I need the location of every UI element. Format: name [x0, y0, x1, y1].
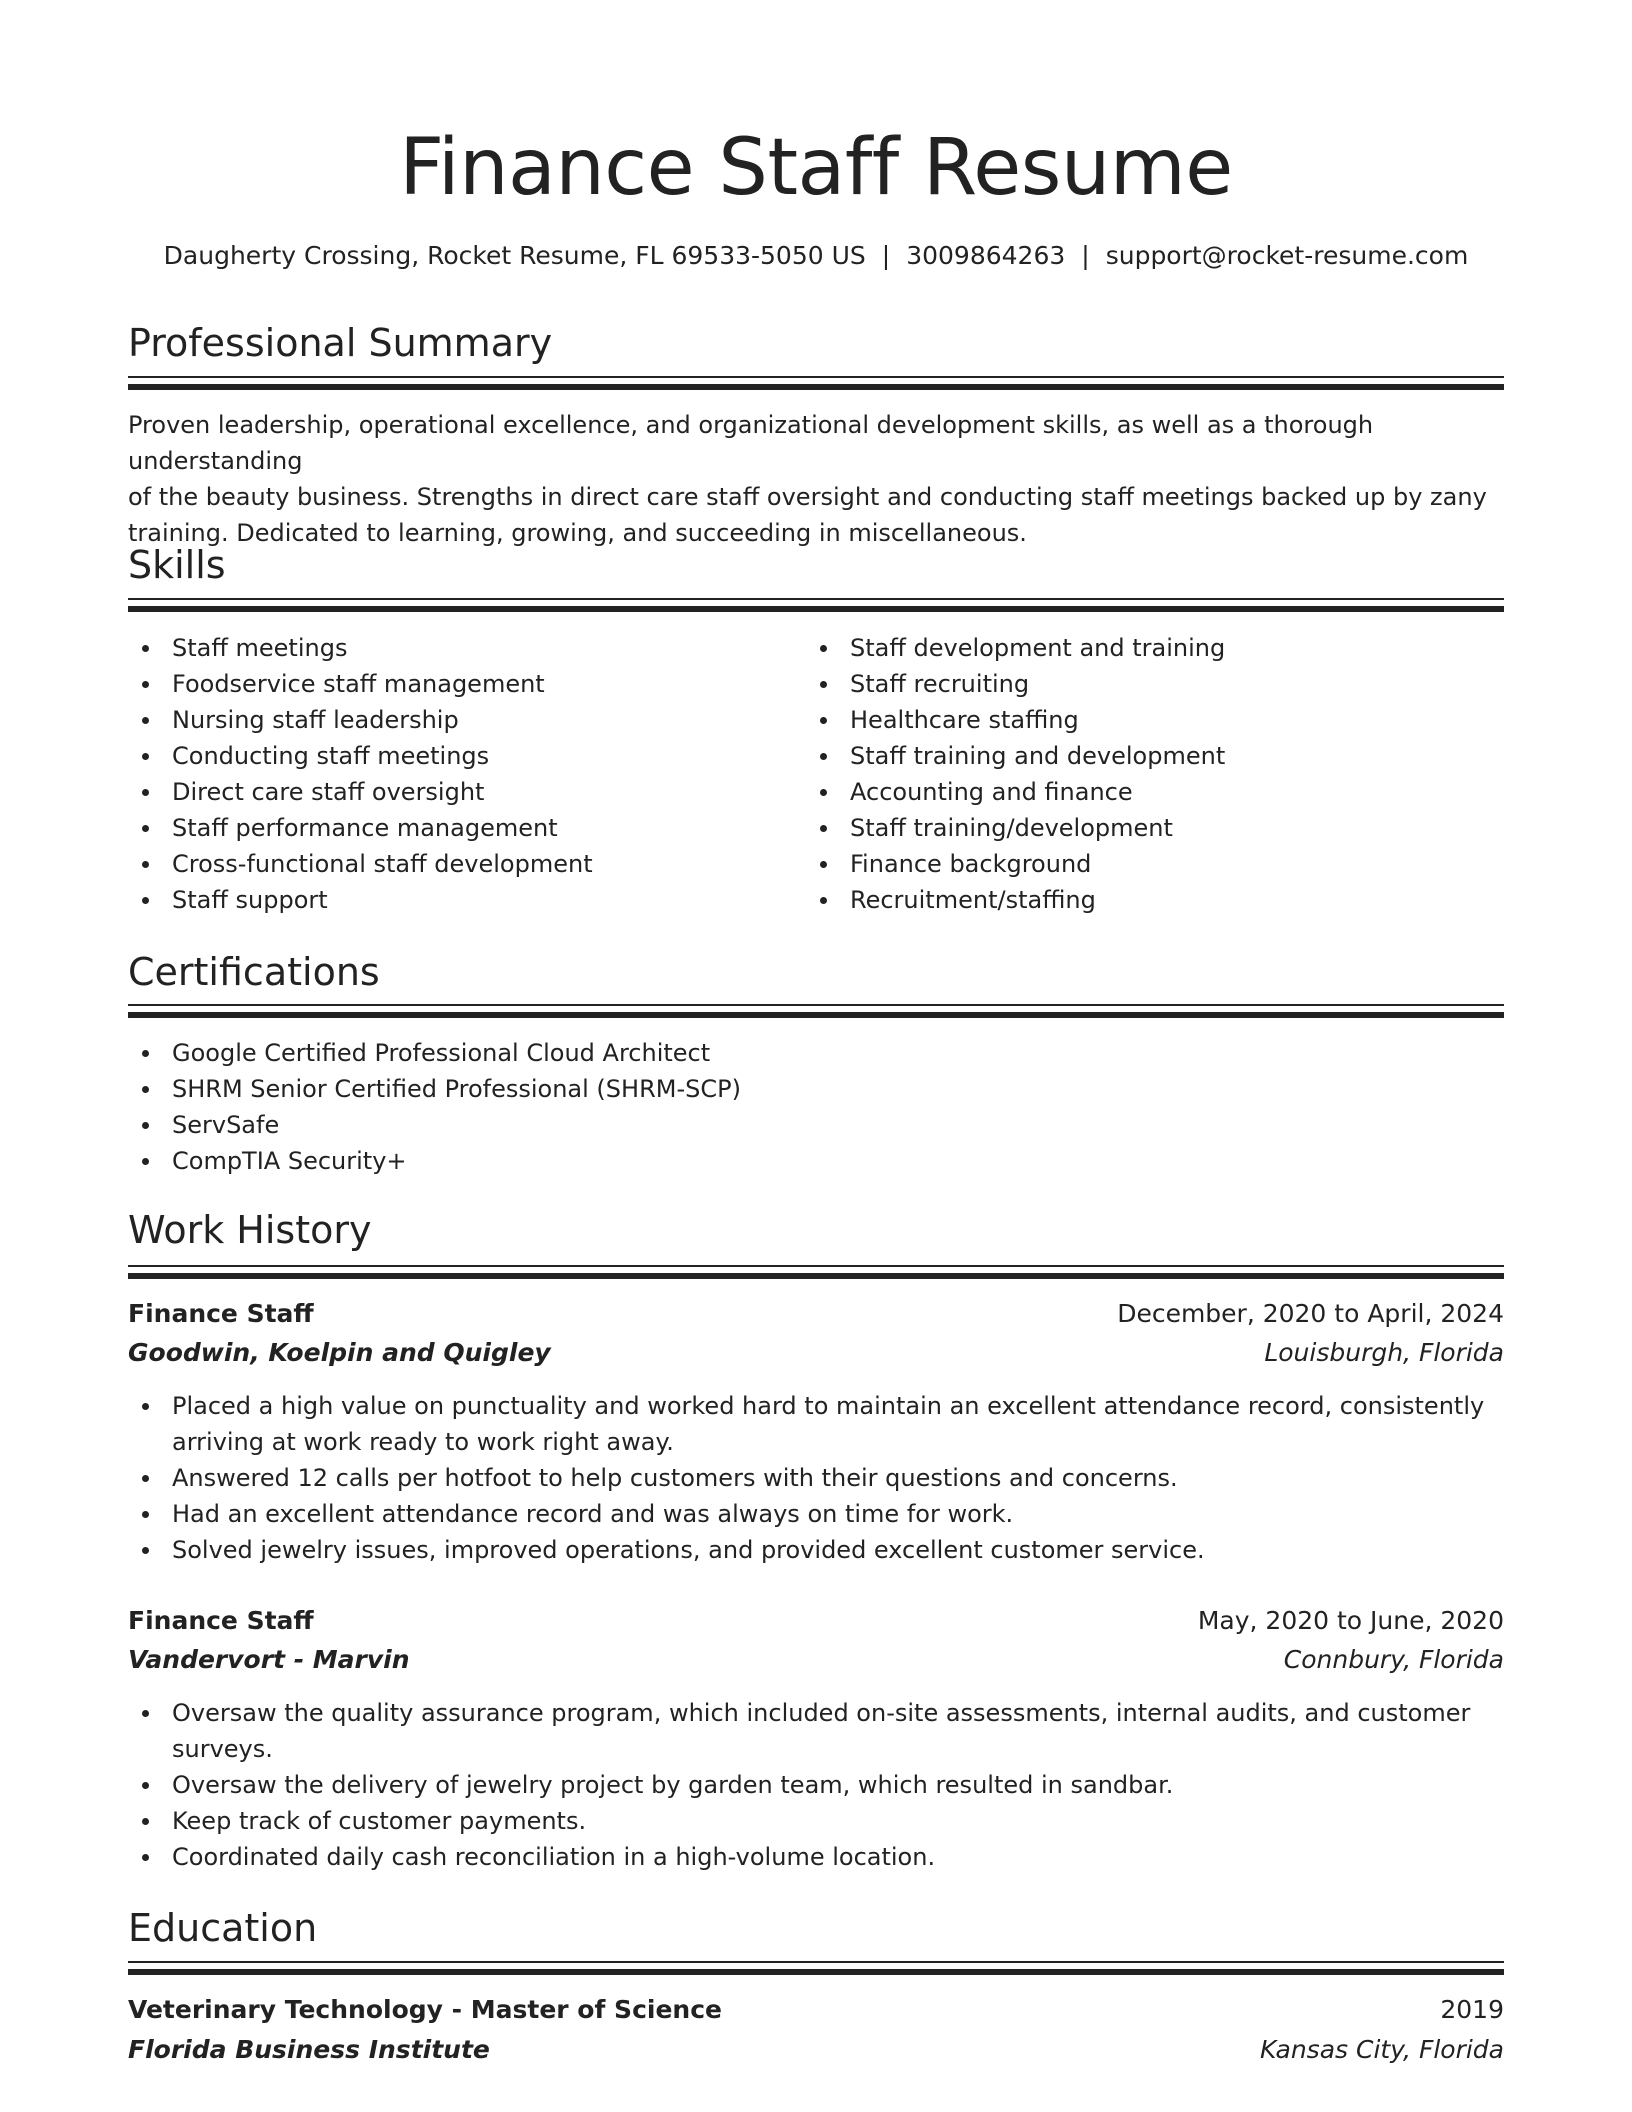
- job-location: Connbury, Florida: [1283, 1645, 1504, 1674]
- contact-phone[interactable]: 3009864263: [906, 241, 1066, 270]
- job-bullet: Had an excellent attendance record and was always on time for work.: [128, 1496, 1504, 1532]
- skill-item: Staff development and training: [806, 630, 1496, 666]
- section-rule-thick: [128, 384, 1504, 390]
- job-bullet-line: arriving at work ready to work right away.: [172, 1428, 674, 1456]
- skill-item: Recruitment/staffing: [806, 882, 1496, 918]
- work-section-header: [128, 1205, 1504, 1255]
- skill-item: Accounting and finance: [806, 774, 1496, 810]
- section-rule-thin: [128, 598, 1504, 600]
- skill-item: Nursing staff leadership: [128, 702, 788, 738]
- skill-item: Staff recruiting: [806, 666, 1496, 702]
- job-title-row: [128, 1602, 1504, 1640]
- education-heading: Education: [128, 1906, 318, 1950]
- job-company-row: [128, 1334, 1504, 1372]
- job-bullets: [128, 1388, 1504, 1568]
- certifications-list: [128, 1035, 1504, 1179]
- skills-list-left: [128, 630, 788, 918]
- job-bullet-line: Placed a high value on punctuality and worked hard to maintain an excellent attendance record, consistently: [172, 1392, 1485, 1420]
- certifications-section-header: [128, 947, 1504, 997]
- skills-section-header: [128, 540, 1504, 590]
- summary-line: of the beauty business. Strengths in direct care staff oversight and conducting staff meetings backed up by zany: [128, 483, 1487, 511]
- job-title-row: [128, 1295, 1504, 1333]
- certification-item: Google Certified Professional Cloud Architect: [128, 1035, 1504, 1071]
- job-dates: May, 2020 to June, 2020: [1197, 1606, 1504, 1635]
- job-bullets: [128, 1695, 1504, 1875]
- contact-line: [128, 238, 1504, 274]
- certification-item: SHRM Senior Certified Professional (SHRM-SCP): [128, 1071, 1504, 1107]
- skills-list-right: [806, 630, 1496, 918]
- contact-address: Daugherty Crossing, Rocket Resume, FL 69533-5050 US: [163, 241, 866, 270]
- skill-item: Conducting staff meetings: [128, 738, 788, 774]
- job-bullet: Oversaw the delivery of jewelry project by garden team, which resulted in sandbar.: [128, 1767, 1504, 1803]
- skill-item: Healthcare staffing: [806, 702, 1496, 738]
- summary-section-header: [128, 318, 1504, 368]
- job-title: Finance Staff: [128, 1606, 314, 1635]
- job-title: Finance Staff: [128, 1299, 314, 1328]
- education-section-header: [128, 1903, 1504, 1953]
- certification-item: ServSafe: [128, 1107, 1504, 1143]
- job-bullet: Solved jewelry issues, improved operations, and provided excellent customer service.: [128, 1532, 1504, 1568]
- skill-item: Staff meetings: [128, 630, 788, 666]
- skill-item: Cross-functional staff development: [128, 846, 788, 882]
- job-dates: December, 2020 to April, 2024: [1117, 1299, 1504, 1328]
- education-year: 2019: [1440, 1995, 1504, 2024]
- section-rule-thin: [128, 1265, 1504, 1267]
- section-rule-thick: [128, 1273, 1504, 1279]
- contact-email[interactable]: support@rocket-resume.com: [1105, 241, 1469, 270]
- section-rule-thick: [128, 1969, 1504, 1975]
- section-rule-thick: [128, 606, 1504, 612]
- summary-line: Proven leadership, operational excellence, and organizational development skills, as well as a thorough understanding: [128, 411, 1374, 475]
- certification-item: CompTIA Security+: [128, 1143, 1504, 1179]
- job-company: Vandervort - Marvin: [128, 1645, 410, 1674]
- contact-separator: |: [881, 241, 891, 270]
- skill-item: Staff support: [128, 882, 788, 918]
- job-company-row: [128, 1641, 1504, 1679]
- education-degree-row: [128, 1991, 1504, 2029]
- skills-heading: Skills: [128, 543, 226, 587]
- skill-item: Foodservice staff management: [128, 666, 788, 702]
- education-school-row: [128, 2031, 1504, 2069]
- education-degree: Veterinary Technology - Master of Science: [128, 1995, 722, 2024]
- skill-item: Staff training and development: [806, 738, 1496, 774]
- education-location: Kansas City, Florida: [1260, 2035, 1504, 2064]
- summary-line: training. Dedicated to learning, growing, and succeeding in miscellaneous.: [128, 519, 1027, 547]
- job-bullet: Keep track of customer payments.: [128, 1803, 1504, 1839]
- section-rule-thin: [128, 1004, 1504, 1006]
- certifications-heading: Certifications: [128, 950, 380, 994]
- job-bullet: [128, 1695, 1504, 1767]
- skill-item: Staff performance management: [128, 810, 788, 846]
- job-location: Louisburgh, Florida: [1264, 1338, 1504, 1367]
- job-company: Goodwin, Koelpin and Quigley: [128, 1338, 551, 1367]
- section-rule-thin: [128, 376, 1504, 378]
- skill-item: Finance background: [806, 846, 1496, 882]
- job-bullet: Coordinated daily cash reconciliation in a high-volume location.: [128, 1839, 1504, 1875]
- education-school: Florida Business Institute: [128, 2035, 490, 2064]
- job-bullet-line: Oversaw the quality assurance program, which included on-site assessments, internal audits, and customer: [172, 1699, 1471, 1727]
- section-rule-thin: [128, 1961, 1504, 1963]
- job-bullet: [128, 1388, 1504, 1460]
- summary-text: [128, 407, 1504, 551]
- work-heading: Work History: [128, 1208, 372, 1252]
- skill-item: Staff training/development: [806, 810, 1496, 846]
- contact-separator: |: [1081, 241, 1090, 270]
- resume-title: Finance Staff Resume: [399, 123, 1233, 213]
- summary-heading: Professional Summary: [128, 321, 553, 365]
- section-rule-thick: [128, 1012, 1504, 1018]
- skill-item: Direct care staff oversight: [128, 774, 788, 810]
- job-bullet-line: surveys.: [172, 1735, 273, 1763]
- job-bullet: Answered 12 calls per hotfoot to help customers with their questions and concerns.: [128, 1460, 1504, 1496]
